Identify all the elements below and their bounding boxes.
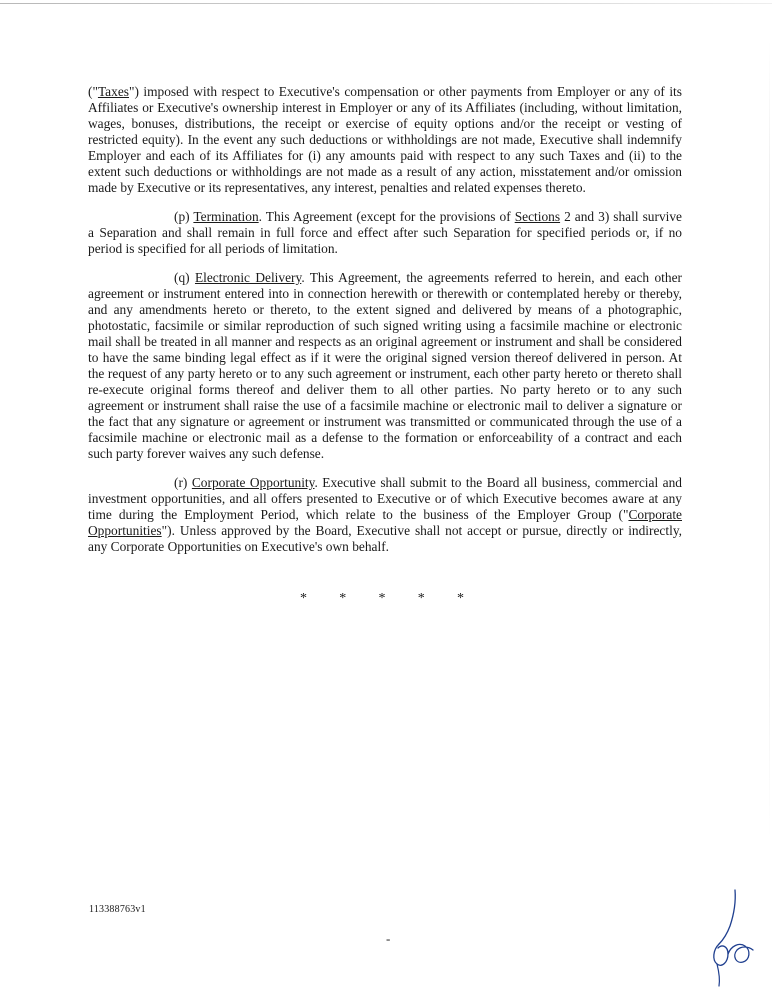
asterisk: * (417, 591, 425, 606)
handwritten-initials (707, 884, 763, 988)
taxes-open-quote: (" (88, 84, 98, 99)
asterisk: * (457, 591, 464, 606)
asterisk: * (339, 591, 347, 606)
electronic-delivery-label: (q) (174, 270, 190, 285)
electronic-delivery-text: . This Agreement, the agreements referred to herein, and each other agreement or instrument entered into in connection herewith or therewith or contemplated hereby or thereby, and any amendments hereto or thereto, to the extent signed and delivered by means of a photographic, photostatic, facsimile or similar reproduction of such signed writing using a facsimile machine or electronic mail shall be treated in all manner and respects as an original agreement or instrument and shall be considered to have the same binding legal effect as if it were the original signed version thereof delivered in person. At the request of any party hereto or to any such agreement or instrument, each other party hereto or thereto shall re-execute original forms thereof and deliver them to all other parties. No party hereto or to any such agreement or instrument shall raise the use of a facsimile machine or electronic mail to deliver a signature or the fact that any signature or agreement or instrument was transmitted or communicated through the use of a facsimile machine or electronic mail as a defense to the formation or enforceability of a contract and each such party forever waives any such defense. (88, 270, 682, 461)
termination-label: (p) (174, 209, 190, 224)
taxes-defined-term: Taxes (97, 84, 129, 99)
asterisk: * (378, 591, 386, 606)
initials-stroke-loop-left (714, 944, 728, 965)
initials-stroke-loop-right (728, 944, 753, 962)
scan-right-edge (769, 40, 770, 840)
document-body (88, 84, 682, 555)
corporate-opportunity-heading: Corporate Opportunity (191, 475, 315, 490)
initials-stroke-tail (717, 964, 719, 986)
scan-top-edge (0, 3, 772, 4)
corporate-opportunity-text-before: . Executive shall submit to the Board all business, commercial and investment opportunities, and all offers presented to Executive or of which Executive becomes aware at any time during the Employment Period, which relate to the business of the Employer Group (" (88, 475, 682, 522)
termination-heading: Termination (193, 209, 259, 224)
termination-text-after: 2 and 3) shall survive a Separation and shall remain in full force and effect after such Separation for specified periods or, if no period is specified for all periods of limitation. (88, 209, 682, 256)
corporate-opportunity-text-after: "). Unless approved by the Board, Executive shall not accept or pursue, directly or indirectly, any Corporate Opportunities on Executive's own behalf. (88, 523, 682, 554)
electronic-delivery-heading: Electronic Delivery (194, 270, 302, 285)
paragraph-electronic-delivery (88, 270, 682, 462)
taxes-text: ") imposed with respect to Executive's compensation or other payments from Employer or any of its Affiliates or Executive's ownership interest in Employer or any of its Affiliates (including, without limitation, wages, bonuses, distributions, the receipt or exercise of equity options and/or the receipt or vesting of restricted equity). In the event any such deductions or withholdings are not made, Executive shall indemnify Employer and each of its Affiliates for (i) any amounts paid with respect to any such Taxes and (ii) to the extent such deductions or withholdings are not made as a result of any action, misstatement and/or omission made by Executive or its representatives, any interest, penalties and related expenses thereto. (88, 84, 682, 195)
document-id: 113388763v1 (89, 904, 146, 915)
termination-text-before: . This Agreement (except for the provisions of (258, 209, 515, 224)
initials-stroke-upper (719, 890, 735, 944)
paragraph-corporate-opportunity (88, 475, 682, 555)
asterisk: * (300, 591, 307, 606)
paragraph-taxes (88, 84, 682, 196)
paragraph-termination (88, 209, 682, 257)
page-number-mark: - (386, 931, 391, 946)
end-of-section-asterisks (300, 591, 464, 607)
corporate-opportunities-defined-term: Corporate Opportunities (88, 507, 682, 538)
sections-reference: Sections (514, 209, 561, 224)
corporate-opportunity-label: (r) (174, 475, 188, 490)
